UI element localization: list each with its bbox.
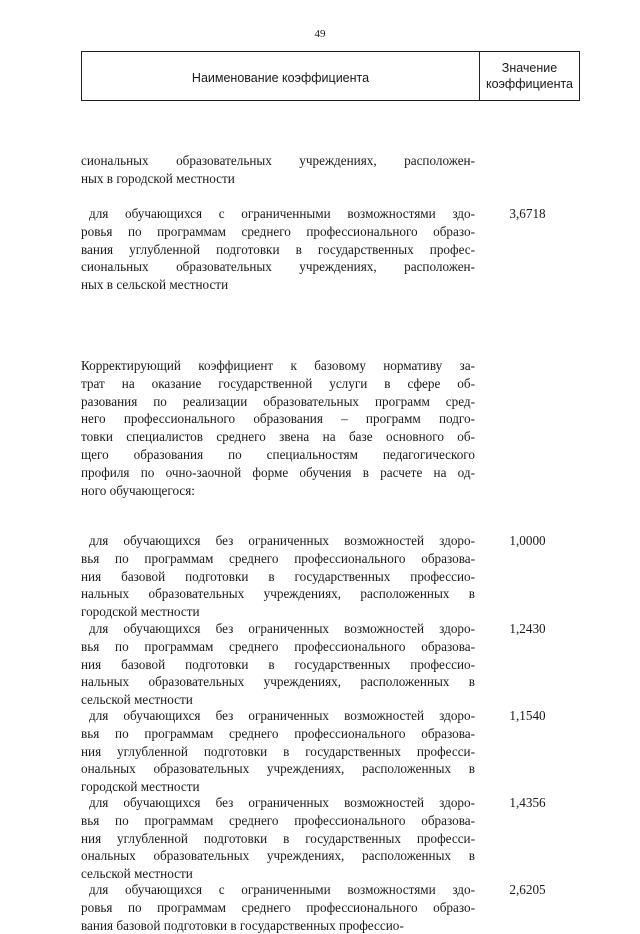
coefficient-name-line: сельской местности xyxy=(81,692,193,708)
coefficient-name-line: для обучающихся с ограниченными возможностями здо- xyxy=(89,206,475,221)
header-value-column xyxy=(480,52,579,100)
coefficient-name-line: ния углубленной подготовки в государственных професси- xyxy=(81,743,475,759)
coefficient-value: 2,6205 xyxy=(509,882,546,897)
header-name-column: Наименование коэффициента xyxy=(82,52,480,100)
coefficient-name-line: для обучающихся без ограниченных возможностей здоро- xyxy=(89,795,475,810)
header-value-line2: коэффициента xyxy=(485,77,574,91)
table-row xyxy=(81,532,580,621)
coefficient-name-line: нальных образовательных учреждениях, расположенных в xyxy=(81,586,475,602)
coefficient-name-line: вания базовой подготовки в государственных профессио- xyxy=(81,917,404,933)
coefficient-name xyxy=(81,205,475,294)
coefficient-name-line: для обучающихся без ограниченных возможностей здоро- xyxy=(89,533,475,548)
coefficient-name-line: вания углубленной подготовки в государственных профес- xyxy=(81,241,475,257)
coefficient-name-line: него профессионального образования – программ подго- xyxy=(81,411,475,427)
coefficient-name-line: трат на оказание государственной услуги в сфере об- xyxy=(81,375,475,391)
header-value-line1: Значение xyxy=(501,61,558,75)
table-row xyxy=(81,620,580,709)
coefficient-name-line: щего образования по специальностям педагогического xyxy=(81,446,475,462)
table-row xyxy=(81,152,580,188)
coefficient-name-line: городской местности xyxy=(81,779,200,795)
coefficient-value: 1,1540 xyxy=(509,708,546,723)
coefficient-name-line: Корректирующий коэффициент к базовому нормативу за- xyxy=(81,358,475,373)
table-row xyxy=(81,881,580,934)
coefficient-name-line: вья по программам среднего профессионального образова- xyxy=(81,725,475,741)
coefficient-name-line: для обучающихся без ограниченных возможностей здоро- xyxy=(89,621,475,636)
coefficient-table xyxy=(81,51,580,933)
coefficient-name-line: ных в сельской местности xyxy=(81,277,229,293)
coefficient-name-line: ния базовой подготовки в государственных профессио- xyxy=(81,656,475,672)
coefficient-name-line: разования по реализации образовательных программ сред- xyxy=(81,393,475,409)
coefficient-name-line: вья по программам среднего профессионального образова- xyxy=(81,550,475,566)
coefficient-name-line: ровья по программам среднего профессионального образо- xyxy=(81,899,475,915)
coefficient-name-line: профиля по очно-заочной форме обучения в расчете на од- xyxy=(81,464,475,480)
coefficient-name-line: для обучающихся с ограниченными возможностями здо- xyxy=(89,882,475,897)
coefficient-name-line: ных в городской местности xyxy=(81,170,235,186)
coefficient-name xyxy=(81,794,475,883)
coefficient-name-line: городской местности xyxy=(81,604,200,620)
coefficient-name xyxy=(81,357,475,499)
coefficient-name-line: товки специалистов среднего звена на базе основного об- xyxy=(81,429,475,445)
table-row xyxy=(81,205,580,294)
coefficient-name-line: ональных образовательных учреждениях, расположенных в xyxy=(81,761,475,777)
coefficient-value: 1,4356 xyxy=(509,795,546,810)
coefficient-name-line: сиональных образовательных учреждениях, расположен- xyxy=(81,153,475,168)
coefficient-name-line: ния углубленной подготовки в государственных професси- xyxy=(81,830,475,846)
coefficient-value: 1,2430 xyxy=(509,621,546,636)
coefficient-value: 3,6718 xyxy=(509,206,546,221)
coefficient-name-line: сельской местности xyxy=(81,866,193,882)
page-number: 49 xyxy=(314,28,326,40)
coefficient-name-line: вья по программам среднего профессионального образова- xyxy=(81,638,475,654)
coefficient-name xyxy=(81,532,475,621)
coefficient-name-line: для обучающихся без ограниченных возможностей здоро- xyxy=(89,708,475,723)
coefficient-name-line: ного обучающегося: xyxy=(81,482,195,498)
coefficient-name xyxy=(81,620,475,709)
coefficient-value xyxy=(475,357,580,499)
table-row xyxy=(81,794,580,883)
coefficient-name-line: сиональных образовательных учреждениях, расположен- xyxy=(81,259,475,275)
table-row xyxy=(81,707,580,796)
coefficient-name-line: вья по программам среднего профессионального образова- xyxy=(81,812,475,828)
coefficient-name-line: ровья по программам среднего профессионального образо- xyxy=(81,223,475,239)
coefficient-name xyxy=(81,707,475,796)
coefficient-name xyxy=(81,152,475,188)
coefficient-value: 1,0000 xyxy=(509,533,546,548)
coefficient-value xyxy=(475,152,580,188)
coefficient-name-line: ния базовой подготовки в государственных профессио- xyxy=(81,568,475,584)
coefficient-name-line: ональных образовательных учреждениях, расположенных в xyxy=(81,848,475,864)
table-row xyxy=(81,357,580,499)
coefficient-name xyxy=(81,881,475,934)
coefficient-name-line: нальных образовательных учреждениях, расположенных в xyxy=(81,674,475,690)
table-header xyxy=(81,51,580,101)
